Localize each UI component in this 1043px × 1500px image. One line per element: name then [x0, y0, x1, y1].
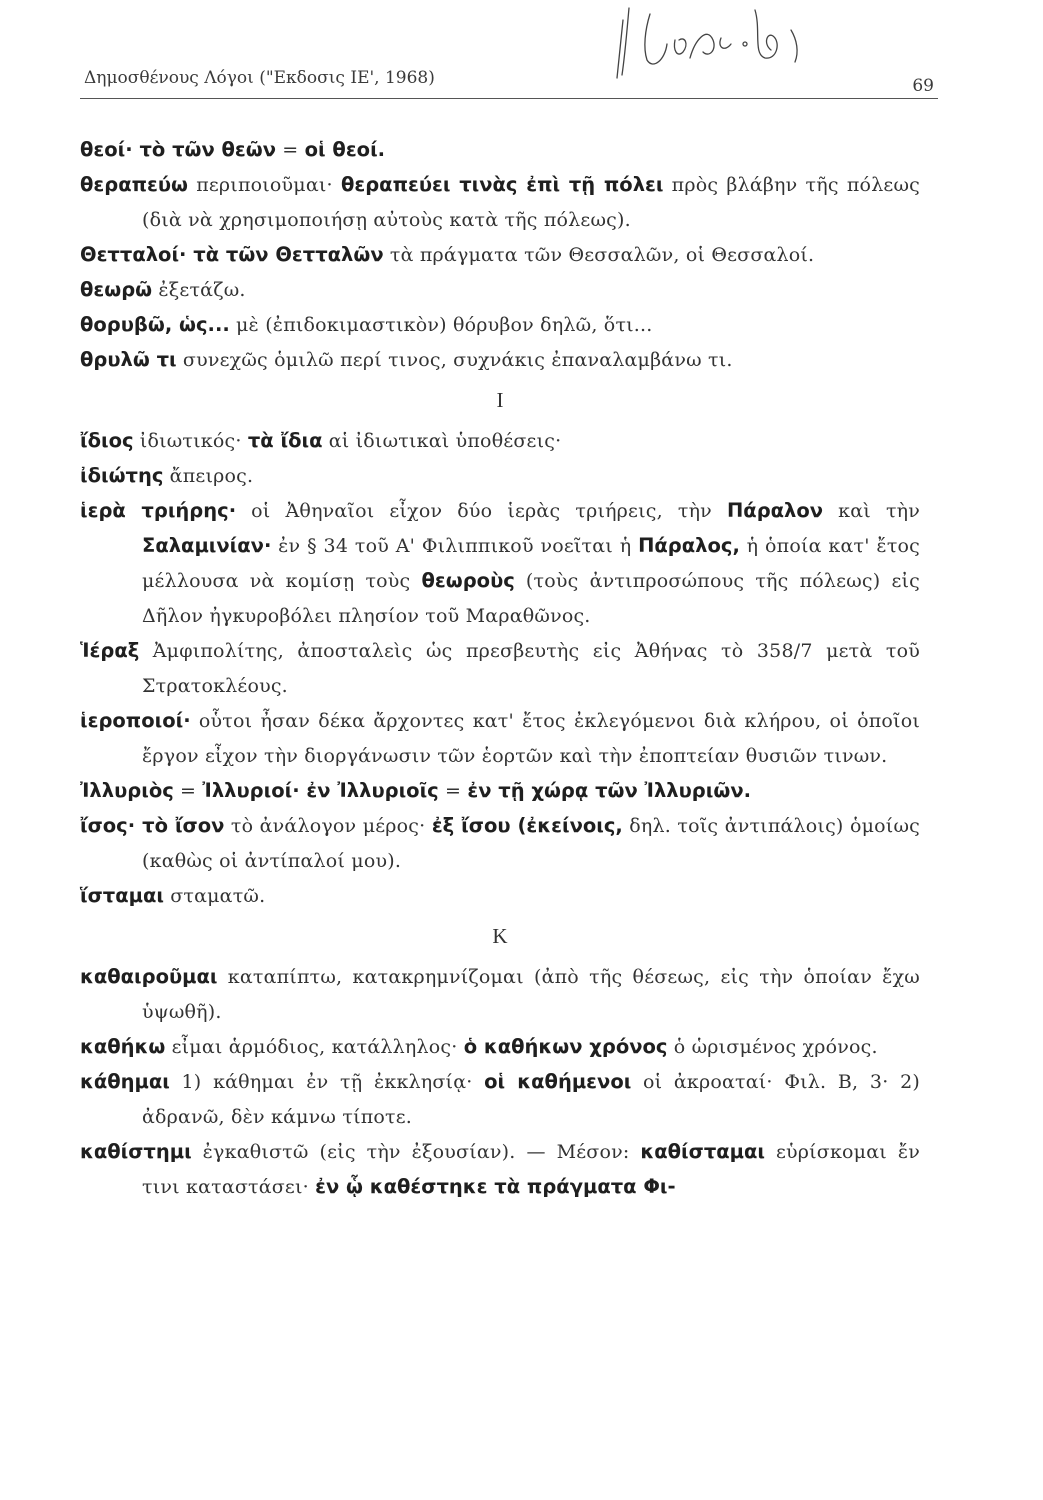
definition: τὰ πράγματα τῶν Θεσσαλῶν, οἱ Θεσσαλοί.: [383, 244, 815, 266]
definition: =: [438, 780, 468, 802]
definition: ἐγκαθιστῶ (εἰς τὴν ἐξουσίαν). — Μέσον:: [191, 1141, 641, 1163]
headword: Ἰλλυριοί· ἐν Ἰλλυριοῖς: [202, 779, 439, 802]
definition: ἐν § 34 τοῦ Α' Φιλιππικοῦ νοεῖται ἡ: [271, 535, 639, 557]
definition: καταπίπτω, κατακρημνίζομαι (ἀπὸ τῆς θέσεως, εἰς τὴν ὁποίαν ἔχω ὑψωθῆ).: [142, 966, 920, 1023]
section-letter: Ι: [496, 388, 504, 412]
definition: τὸ ἀνάλογον μέρος·: [224, 815, 432, 837]
headword: ἐξ ἴσου (ἐκείνοις,: [431, 814, 623, 837]
headword: θεωροὺς: [421, 569, 515, 592]
page-number: 69: [912, 76, 934, 96]
definition: συνεχῶς ὁμιλῶ περί τινος, συχνάκις ἐπαναλαμβάνω τι.: [176, 349, 733, 371]
definition: 1) κάθημαι ἐν τῇ ἐκκλησίᾳ·: [169, 1071, 485, 1093]
definition: οὗτοι ἦσαν δέκα ἄρχοντες κατ' ἔτος ἐκλεγόμενοι διὰ κλήρου, οἱ ὁποῖοι ἔργον εἶχον τὴν διοργάνωσιν τῶν ἑορτῶν καὶ τὴν ἐποπτείαν θυσιῶν τινων.: [142, 710, 920, 767]
headword: τὰ ἴδια: [247, 429, 323, 452]
headword: ὁ καθήκων χρόνος: [463, 1035, 668, 1058]
headword: ἵσταμαι: [80, 884, 164, 907]
definition: οἱ Ἀθηναῖοι εἶχον δύο ἱερὰς τριήρεις, τὴν: [236, 500, 727, 522]
definition: ἐξετάζω.: [152, 279, 246, 301]
headword: ἴσος· τὸ ἴσον: [80, 814, 225, 837]
glossary-entry: [80, 878, 920, 913]
glossary-entry: [80, 423, 920, 458]
definition: σταματῶ.: [163, 885, 266, 907]
headword: ἰδιώτης: [80, 464, 164, 487]
definition: ἄπειρος.: [163, 465, 254, 487]
glossary-entry: [80, 458, 920, 493]
definition: =: [173, 780, 203, 802]
glossary-entry: [80, 167, 920, 237]
glossary-entry: [80, 808, 920, 878]
glossary-entry: [80, 959, 920, 1029]
definition: καὶ τὴν: [823, 500, 920, 522]
definition: μὲ (ἐπιδοκιμαστικὸν) θόρυβον δηλῶ, ὅτι...: [229, 314, 653, 336]
section-letter: Κ: [492, 924, 508, 948]
headword: ἴδιος: [80, 429, 134, 452]
glossary-entry: [80, 1134, 920, 1204]
definition: =: [276, 139, 305, 161]
headword: θορυβῶ, ὡς...: [80, 313, 230, 336]
headword: θεοί· τὸ τῶν θεῶν: [80, 138, 277, 161]
headword: θεωρῶ: [80, 278, 153, 301]
headword: οἱ καθήμενοι: [484, 1070, 632, 1093]
definition: ὁ ὡρισμένος χρόνος.: [667, 1036, 878, 1058]
headword: Πάραλος,: [638, 534, 740, 557]
glossary-entry: [80, 703, 920, 773]
headword: ἱεροποιοί·: [80, 709, 191, 732]
glossary-entry: [80, 342, 920, 377]
glossary-entry: [80, 132, 920, 167]
definition: Ἀμφιπολίτης, ἀποσταλεὶς ὡς πρεσβευτὴς εἰς Ἀθήνας τὸ 358/7 μετὰ τοῦ Στρατοκλέους.: [139, 640, 920, 697]
definition: οἱ ἀκροαταί· Φιλ. Β, 3· 2) ἀδρανῶ, δὲν κάμνω τίποτε.: [142, 1071, 920, 1128]
headword: Σαλαμινίαν·: [142, 534, 272, 557]
handwritten-signature-icon: [595, 0, 835, 80]
headword: Πάραλον: [726, 499, 824, 522]
glossary-entry: [80, 773, 920, 808]
headword: καθαιροῦμαι: [80, 965, 218, 988]
glossary-entry: [80, 307, 920, 342]
headword: καθίστημι: [80, 1140, 192, 1163]
glossary-entry: [80, 1029, 920, 1064]
glossary-entry: [80, 633, 920, 703]
glossary-entry: [80, 272, 920, 307]
headword: καθήκω: [80, 1035, 166, 1058]
definition: ἰδιωτικός·: [133, 430, 248, 452]
headword: θρυλῶ τι: [80, 348, 177, 371]
headword: θεραπεύει τινὰς ἐπὶ τῇ πόλει: [340, 173, 664, 196]
glossary-entry: [80, 1064, 920, 1134]
header-rule: [80, 98, 938, 99]
headword: καθίσταμαι: [640, 1140, 766, 1163]
definition: (τοὺς ἀντιπροσώπους τῆς πόλεως) εἰς Δῆλον ἠγκυροβόλει πλησίον τοῦ Μαραθῶνος.: [142, 570, 920, 627]
glossary-entry: [80, 237, 920, 272]
headword: ἐν ᾧ καθέστηκε τὰ πράγματα Φι-: [315, 1175, 676, 1198]
glossary-body: [80, 132, 920, 1204]
definition: πρὸς βλάβην τῆς πόλεως (διὰ νὰ χρησιμοποιήσῃ αὐτοὺς κατὰ τῆς πόλεως).: [142, 174, 921, 231]
headword: οἱ θεοί.: [304, 138, 386, 161]
headword: Ἰλλυριὸς: [80, 779, 174, 802]
headword: κάθημαι: [80, 1070, 170, 1093]
headword: ἐν τῇ χώρᾳ τῶν Ἰλλυριῶν.: [467, 779, 752, 802]
definition: δηλ. τοῖς ἀντιπάλοις) ὁμοίως (καθὼς οἱ ἀντίπαλοί μου).: [142, 815, 920, 872]
definition: ἡ ὁποία κατ' ἔτος μέλλουσα νὰ κομίσῃ τοὺς: [142, 535, 921, 592]
headword: Ἱέραξ: [80, 639, 140, 662]
definition: εὑρίσκομαι ἔν τινι καταστάσει·: [142, 1141, 920, 1198]
headword: ἱερὰ τριήρης·: [80, 499, 237, 522]
headword: θεραπεύω: [80, 173, 189, 196]
glossary-entry: [80, 493, 920, 633]
definition: εἶμαι ἁρμόδιος, κατάλληλος·: [165, 1036, 464, 1058]
definition: αἱ ἰδιωτικαὶ ὑποθέσεις·: [322, 430, 562, 452]
headword: Θετταλοί· τὰ τῶν Θετταλῶν: [80, 243, 384, 266]
book-title: Δημοσθένους Λόγοι ("Εκδοσις ΙΕ', 1968): [84, 68, 435, 88]
definition: περιποιοῦμαι·: [188, 174, 341, 196]
